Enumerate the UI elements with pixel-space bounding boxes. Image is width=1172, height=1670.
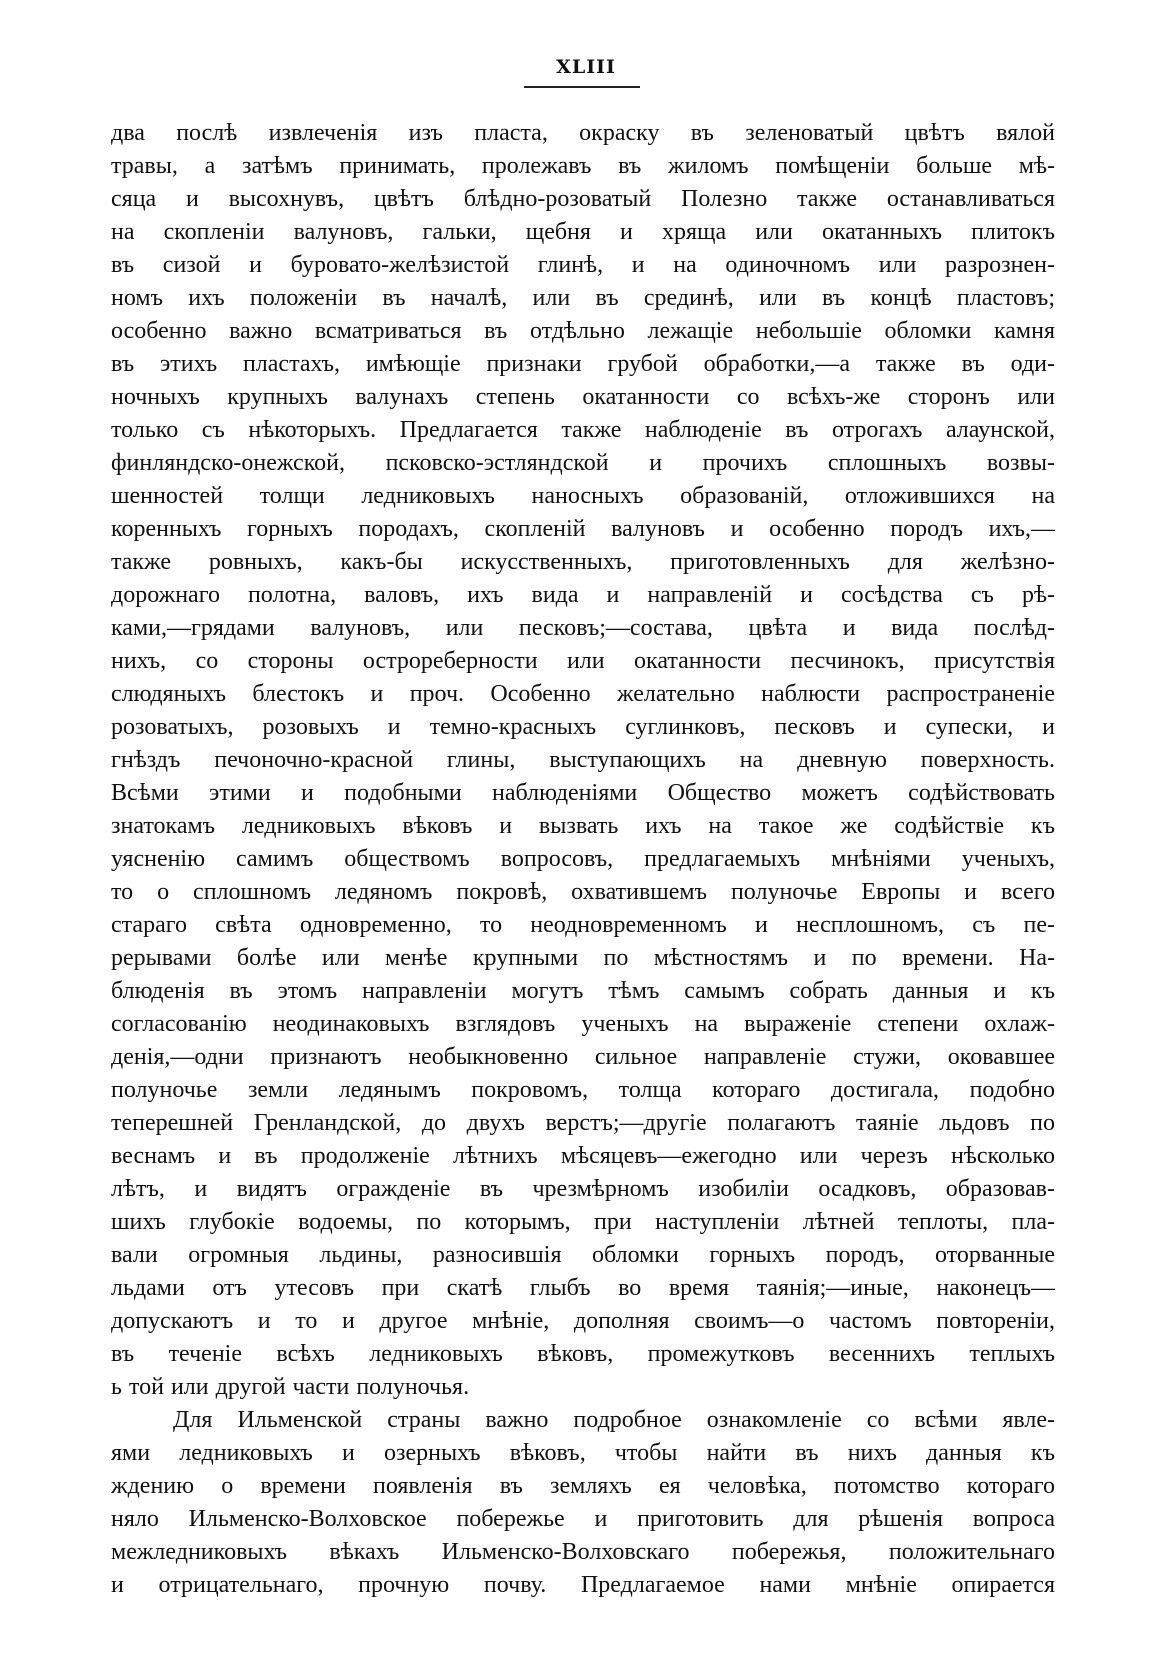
text-line: сяца и высохнувъ, цвѣтъ блѣдно-розоватый Полезно также останавливаться: [111, 186, 1055, 212]
text-line: полуночье земли ледянымъ покровомъ, толща котораго достигала, подобно: [111, 1077, 1055, 1103]
text-line: и отрицательнаго, прочную почву. Предлагаемое нами мнѣніе опирается: [111, 1572, 1055, 1598]
text-line: особенно важно всматриваться въ отдѣльно лежащіе небольшіе обломки камня: [111, 318, 1055, 344]
text-line: дорожнаго полотна, валовъ, ихъ вида и направленій и сосѣдства съ рѣ-: [111, 582, 1055, 608]
text-line: вали огромныя льдины, разносившія обломки горныхъ породъ, оторванные: [111, 1242, 1055, 1268]
page-number: XLIII: [556, 56, 616, 78]
text-line: няло Ильменско-Волховское побережье и приготовить для рѣшенія вопроса: [111, 1506, 1055, 1532]
text-line: ками,—грядами валуновъ, или песковъ;—состава, цвѣта и вида послѣд-: [111, 615, 1055, 641]
text-line: ночныхъ крупныхъ валунахъ степень окатанности со всѣхъ-же сторонъ или: [111, 384, 1055, 410]
header-rule: [524, 86, 640, 88]
text-line: уясненію самимъ обществомъ вопросовъ, предлагаемыхъ мнѣніями ученыхъ,: [111, 846, 1055, 872]
text-line: лѣтъ, и видятъ огражденіе въ чрезмѣрномъ изобиліи осадковъ, образовав-: [111, 1176, 1055, 1202]
text-line-paragraph-start: Для Ильменской страны важно подробное ознакомленіе со всѣми явле-: [173, 1407, 1055, 1433]
text-line: нихъ, со стороны острореберности или окатанности песчинокъ, присутствія: [111, 648, 1055, 674]
text-line: номъ ихъ положеніи въ началѣ, или въ срединѣ, или въ концѣ пластовъ;: [111, 285, 1055, 311]
text-line: межледниковыхъ вѣкахъ Ильменско-Волховскаго побережья, положительнаго: [111, 1539, 1055, 1565]
text-line: согласованію неодинаковыхъ взглядовъ ученыхъ на выраженіе степени охлаж-: [111, 1011, 1055, 1037]
text-line: веснамъ и въ продолженіе лѣтнихъ мѣсяцевъ—ежегодно или черезъ нѣсколько: [111, 1143, 1055, 1169]
body-text: [111, 117, 1055, 1602]
text-line: рерывами болѣе или менѣе крупными по мѣстностямъ и по времени. На-: [111, 945, 1055, 971]
text-line: коренныхъ горныхъ породахъ, скопленій валуновъ и особенно породъ ихъ,—: [111, 516, 1055, 542]
text-line: льдами отъ утесовъ при скатѣ глыбъ во время таянія;—иные, наконецъ—: [111, 1275, 1055, 1301]
text-line: знатокамъ ледниковыхъ вѣковъ и вызвать ихъ на такое же содѣйствіе къ: [111, 813, 1055, 839]
text-line: въ этихъ пластахъ, имѣющіе признаки грубой обработки,—а также въ оди-: [111, 351, 1055, 377]
text-line: въ сизой и буровато-желѣзистой глинѣ, и на одиночномъ или разрознен-: [111, 252, 1055, 278]
text-line: блюденія въ этомъ направленіи могутъ тѣмъ самымъ собрать данныя и къ: [111, 978, 1055, 1004]
text-line: розоватыхъ, розовыхъ и темно-красныхъ суглинковъ, песковъ и супески, и: [111, 714, 1055, 740]
text-line: гнѣздъ печоночно-красной глины, выступающихъ на дневную поверхность.: [111, 747, 1055, 773]
text-line: слюдяныхъ блестокъ и проч. Особенно желательно наблюсти распространеніе: [111, 681, 1055, 707]
text-line: травы, а затѣмъ принимать, пролежавъ въ жиломъ помѣщеніи больше мѣ-: [111, 153, 1055, 179]
text-line: на скопленіи валуновъ, гальки, щебня и хряща или окатанныхъ плитокъ: [111, 219, 1055, 245]
text-line: ями ледниковыхъ и озерныхъ вѣковъ, чтобы найти въ нихъ данныя къ: [111, 1440, 1055, 1466]
text-line: денія,—одни признаютъ необыкновенно сильное направленіе стужи, оковавшее: [111, 1044, 1055, 1070]
page-header: [0, 54, 1172, 80]
text-line: шенностей толщи ледниковыхъ наносныхъ образованій, отложившихся на: [111, 483, 1055, 509]
text-line: Всѣми этими и подобными наблюденіями Общество можетъ содѣйствовать: [111, 780, 1055, 806]
text-line: теперешней Гренландской, до двухъ верстъ;—другіе полагаютъ таяніе льдовъ по: [111, 1110, 1055, 1136]
text-line: допускаютъ и то и другое мнѣніе, дополняя своимъ—о частомъ повтореніи,: [111, 1308, 1055, 1334]
text-line: только съ нѣкоторыхъ. Предлагается также наблюденіе въ отрогахъ алаунской,: [111, 417, 1055, 443]
text-line: шихъ глубокіе водоемы, по которымъ, при наступленіи лѣтней теплоты, пла-: [111, 1209, 1055, 1235]
text-line: въ теченіе всѣхъ ледниковыхъ вѣковъ, промежутковъ весеннихъ теплыхъ: [111, 1341, 1055, 1367]
text-line: финляндско-онежской, псковско-эстляндской и прочихъ сплошныхъ возвы-: [111, 450, 1055, 476]
text-line-paragraph-end: ь той или другой части полуночья.: [111, 1374, 470, 1400]
text-line: также ровныхъ, какъ-бы искусственныхъ, приготовленныхъ для желѣзно-: [111, 549, 1055, 575]
text-line: стараго свѣта одновременно, то неодновременномъ и несплошномъ, съ пе-: [111, 912, 1055, 938]
text-line: то о сплошномъ ледяномъ покровѣ, охватившемъ полуночье Европы и всего: [111, 879, 1055, 905]
text-line: ждению о времени появленія въ земляхъ ея человѣка, потомство котораго: [111, 1473, 1055, 1499]
text-line: два послѣ извлеченія изъ пласта, окраску въ зеленоватый цвѣтъ вялой: [111, 120, 1055, 146]
